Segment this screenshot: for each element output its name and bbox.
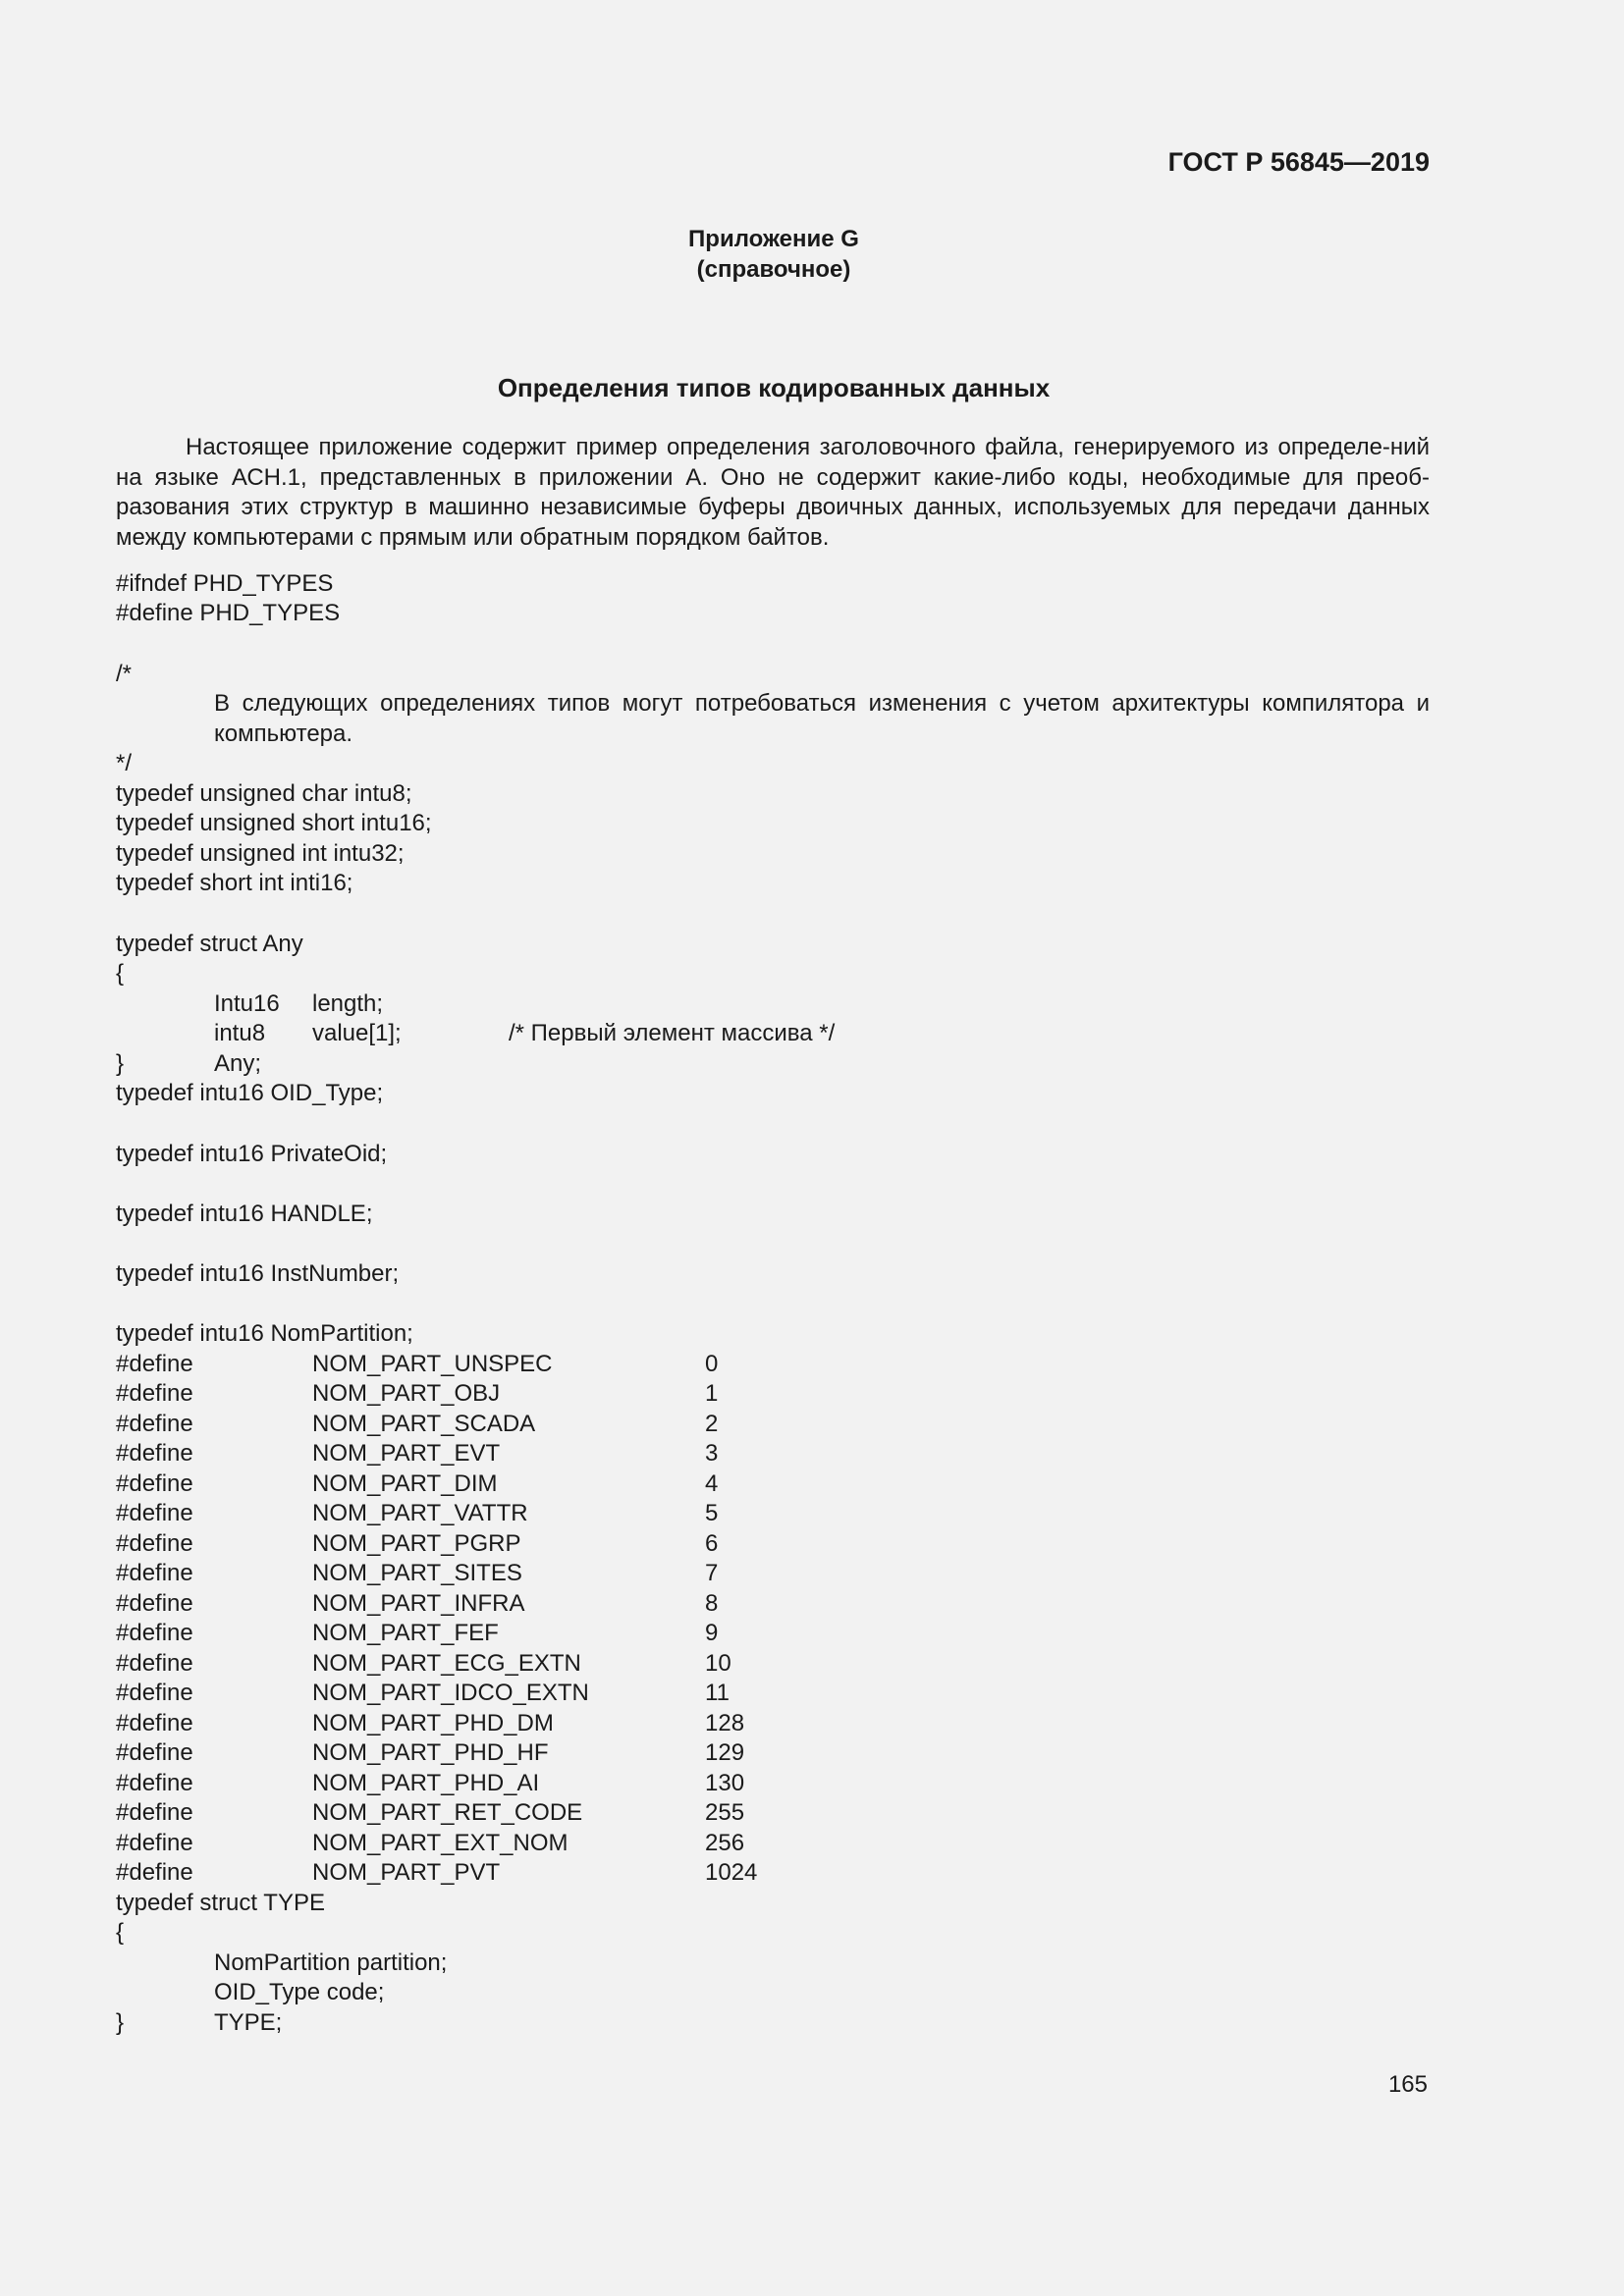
- define-keyword: #define: [116, 1799, 193, 1826]
- define-keyword: #define: [116, 1590, 193, 1617]
- section-title: Определения типов кодированных данных: [497, 373, 1051, 402]
- code-comment-close: */: [116, 750, 133, 776]
- code-typedef-line: typedef unsigned char intu8;: [116, 780, 412, 807]
- code-brace-close: }: [116, 2009, 125, 2036]
- code-any-struct-open: typedef struct Any: [116, 931, 303, 957]
- define-value: 6: [705, 1530, 719, 1557]
- define-name: NOM_PART_SCADA: [312, 1411, 536, 1437]
- define-keyword: #define: [116, 1470, 193, 1497]
- code-field-type: Intu16: [214, 990, 280, 1017]
- define-value: 129: [705, 1739, 745, 1766]
- define-name: NOM_PART_INFRA: [312, 1590, 525, 1617]
- define-value: 11: [705, 1680, 730, 1706]
- define-name: NOM_PART_DIM: [312, 1470, 498, 1497]
- define-value: 255: [705, 1799, 745, 1826]
- code-typedef-line: typedef unsigned short intu16;: [116, 810, 432, 836]
- code-brace-open: {: [116, 1919, 125, 1946]
- define-keyword: #define: [116, 1770, 193, 1796]
- define-name: NOM_PART_PGRP: [312, 1530, 521, 1557]
- define-name: NOM_PART_FEF: [312, 1620, 499, 1646]
- define-keyword: #define: [116, 1680, 193, 1706]
- define-value: 128: [705, 1710, 745, 1736]
- code-typedef-line: typedef intu16 HANDLE;: [116, 1201, 373, 1227]
- document-code: ГОСТ Р 56845—2019: [1167, 147, 1430, 177]
- define-value: 1: [705, 1380, 719, 1407]
- define-value: 4: [705, 1470, 719, 1497]
- code-typedef-line: typedef short int inti16;: [116, 870, 353, 896]
- define-value: 2: [705, 1411, 719, 1437]
- code-typedef-line: typedef intu16 PrivateOid;: [116, 1141, 388, 1167]
- define-name: NOM_PART_PHD_AI: [312, 1770, 540, 1796]
- code-nom-partition: typedef intu16 NomPartition;: [116, 1320, 413, 1347]
- code-brace-close: }: [116, 1050, 125, 1077]
- page-number: 165: [1387, 2071, 1428, 2098]
- define-keyword: #define: [116, 1560, 193, 1586]
- define-value: 256: [705, 1830, 745, 1856]
- code-typedef-line: typedef intu16 InstNumber;: [116, 1260, 400, 1287]
- code-field-comment: /* Первый элемент массива */: [509, 1020, 836, 1046]
- define-value: 8: [705, 1590, 719, 1617]
- define-keyword: #define: [116, 1380, 193, 1407]
- define-value: 9: [705, 1620, 719, 1646]
- define-keyword: #define: [116, 1500, 193, 1526]
- define-name: NOM_PART_SITES: [312, 1560, 522, 1586]
- define-value: 3: [705, 1440, 719, 1467]
- define-value: 0: [705, 1351, 719, 1377]
- code-field-type: intu8: [214, 1020, 266, 1046]
- code-typedef-line: typedef unsigned int intu32;: [116, 840, 405, 867]
- code-type-struct-open: typedef struct TYPE: [116, 1890, 325, 1916]
- code-brace-open: {: [116, 960, 125, 987]
- define-name: NOM_PART_UNSPEC: [312, 1351, 553, 1377]
- define-name: NOM_PART_PHD_HF: [312, 1739, 549, 1766]
- define-value: 5: [705, 1500, 719, 1526]
- code-struct-field: OID_Type code;: [214, 1979, 385, 2005]
- code-struct-name: TYPE;: [214, 2009, 283, 2036]
- code-field-name: length;: [312, 990, 384, 1017]
- code-define-guard: #define PHD_TYPES: [116, 600, 341, 626]
- define-value: 7: [705, 1560, 719, 1586]
- annex-type: (справочное): [696, 256, 851, 283]
- code-struct-field: NomPartition partition;: [214, 1949, 448, 1976]
- code-comment-open: /*: [116, 661, 133, 687]
- intro-paragraph: Настоящее приложение содержит пример определения заголовочного файла, генерируемого из определе-ний на языке АСН.1, представленных в приложении А. Оно не содержит какие-либо коды, необходимые для преоб-разования этих структур в машинно независимые буферы двоичных данных, используемых для передачи данных между компьютерами с прямым или обратным порядком байтов.: [116, 434, 1430, 551]
- define-name: NOM_PART_IDCO_EXTN: [312, 1680, 589, 1706]
- define-keyword: #define: [116, 1411, 193, 1437]
- define-keyword: #define: [116, 1351, 193, 1377]
- code-ifndef: #ifndef PHD_TYPES: [116, 570, 334, 597]
- define-keyword: #define: [116, 1830, 193, 1856]
- define-value: 10: [705, 1650, 731, 1677]
- code-struct-name: Any;: [214, 1050, 262, 1077]
- code-typedef-line: typedef intu16 OID_Type;: [116, 1080, 384, 1106]
- code-comment-text: В следующих определениях типов могут потребоваться изменения с учетом архитектуры компилятора и компьютера.: [214, 690, 1430, 747]
- define-keyword: #define: [116, 1710, 193, 1736]
- define-name: NOM_PART_EVT: [312, 1440, 501, 1467]
- code-field-name: value[1];: [312, 1020, 402, 1046]
- define-keyword: #define: [116, 1440, 193, 1467]
- define-keyword: #define: [116, 1650, 193, 1677]
- define-name: NOM_PART_ECG_EXTN: [312, 1650, 581, 1677]
- define-name: NOM_PART_OBJ: [312, 1380, 501, 1407]
- define-value: 130: [705, 1770, 745, 1796]
- annex-title: Приложение G: [688, 226, 859, 252]
- define-name: NOM_PART_PHD_DM: [312, 1710, 554, 1736]
- define-name: NOM_PART_RET_CODE: [312, 1799, 583, 1826]
- define-name: NOM_PART_PVT: [312, 1859, 501, 1886]
- define-keyword: #define: [116, 1859, 193, 1886]
- define-name: NOM_PART_VATTR: [312, 1500, 528, 1526]
- define-keyword: #define: [116, 1739, 193, 1766]
- define-value: 1024: [705, 1859, 758, 1886]
- define-name: NOM_PART_EXT_NOM: [312, 1830, 568, 1856]
- define-keyword: #define: [116, 1620, 193, 1646]
- define-keyword: #define: [116, 1530, 193, 1557]
